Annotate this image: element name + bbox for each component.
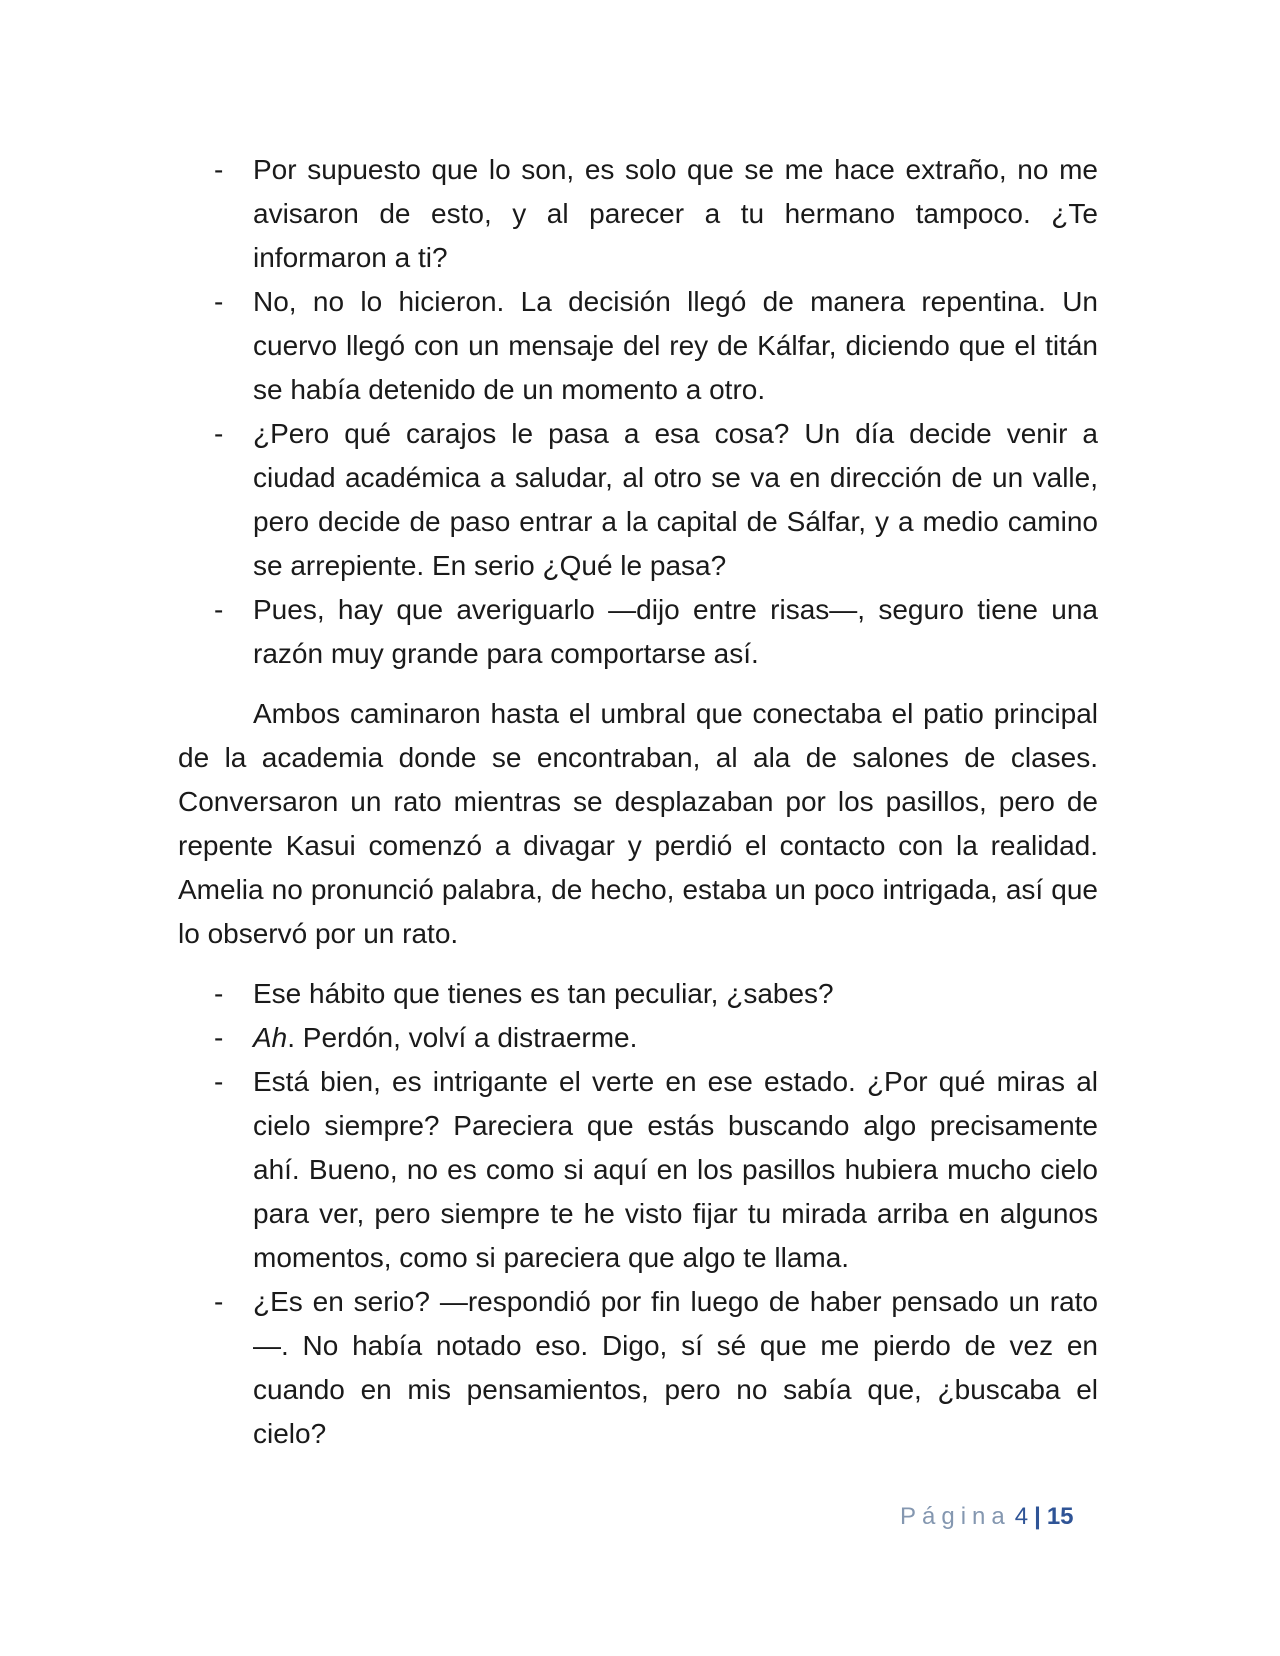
dialogue-text: Está bien, es intrigante el verte en ese estado. ¿Por qué miras al cielo siempre? Pareciera que estás buscando algo precisamente ahí. Bueno, no es como si aquí en los pasillos hubiera mucho cielo para ver, pero siempre te he visto fijar tu mirada arriba en algunos momentos, como si pareciera que algo te llama. bbox=[253, 1066, 1098, 1273]
dialogue-interjection: Ah bbox=[253, 1022, 288, 1053]
dialogue-block-2 bbox=[178, 972, 1098, 1456]
dialogue-dash: - bbox=[214, 978, 224, 1009]
dialogue-line bbox=[178, 972, 1098, 1016]
dialogue-line bbox=[178, 1060, 1098, 1280]
dialogue-line bbox=[178, 1280, 1098, 1456]
dialogue-dash: - bbox=[214, 1286, 224, 1317]
dialogue-dash: - bbox=[214, 154, 224, 185]
dialogue-dash: - bbox=[214, 286, 224, 317]
dialogue-dash: - bbox=[214, 1022, 224, 1053]
footer-separator: | bbox=[1034, 1503, 1041, 1530]
dialogue-text: Ese hábito que tienes es tan peculiar, ¿sabes? bbox=[253, 978, 834, 1009]
footer-total-pages: 15 bbox=[1046, 1503, 1074, 1530]
dialogue-dash: - bbox=[214, 418, 224, 449]
dialogue-text: Por supuesto que lo son, es solo que se me hace extraño, no me avisaron de esto, y al parecer a tu hermano tampoco. ¿Te informaron a ti? bbox=[253, 154, 1098, 273]
dialogue-line bbox=[178, 412, 1098, 588]
dialogue-dash: - bbox=[214, 1066, 224, 1097]
dialogue-text: ¿Es en serio? —respondió por fin luego de haber pensado un rato—. No había notado eso. Digo, sí sé que me pierdo de vez en cuando en mis pensamientos, pero no sabía que, ¿buscaba el cielo? bbox=[253, 1286, 1098, 1449]
dialogue-line bbox=[178, 280, 1098, 412]
page-footer bbox=[900, 1502, 1074, 1532]
dialogue-text: Pues, hay que averiguarlo —dijo entre risas—, seguro tiene una razón muy grande para comportarse así. bbox=[253, 594, 1098, 669]
dialogue-text: No, no lo hicieron. La decisión llegó de manera repentina. Un cuervo llegó con un mensaje del rey de Kálfar, diciendo que el titán se había detenido de un momento a otro. bbox=[253, 286, 1098, 405]
footer-page-word: Página bbox=[900, 1503, 1011, 1530]
footer-page-number: 4 bbox=[1014, 1503, 1029, 1530]
page-content bbox=[178, 148, 1098, 1456]
narration-paragraph: Ambos caminaron hasta el umbral que conectaba el patio principal de la academia donde se encontraban, al ala de salones de clases. Conversaron un rato mientras se desplazaban por los pasillos, pero de repente Kasui comenzó a divagar y perdió el contacto con la realidad. Amelia no pronunció palabra, de hecho, estaba un poco intrigada, así que lo observó por un rato. bbox=[178, 698, 1098, 949]
dialogue-block-1 bbox=[178, 148, 1098, 676]
dialogue-line bbox=[178, 1016, 1098, 1060]
dialogue-text: . Perdón, volví a distraerme. bbox=[287, 1022, 638, 1053]
dialogue-text: ¿Pero qué carajos le pasa a esa cosa? Un día decide venir a ciudad académica a saludar, al otro se va en dirección de un valle, pero decide de paso entrar a la capital de Sálfar, y a medio camino se arrepiente. En serio ¿Qué le pasa? bbox=[253, 418, 1098, 581]
dialogue-line bbox=[178, 148, 1098, 280]
dialogue-line bbox=[178, 588, 1098, 676]
dialogue-dash: - bbox=[214, 594, 224, 625]
